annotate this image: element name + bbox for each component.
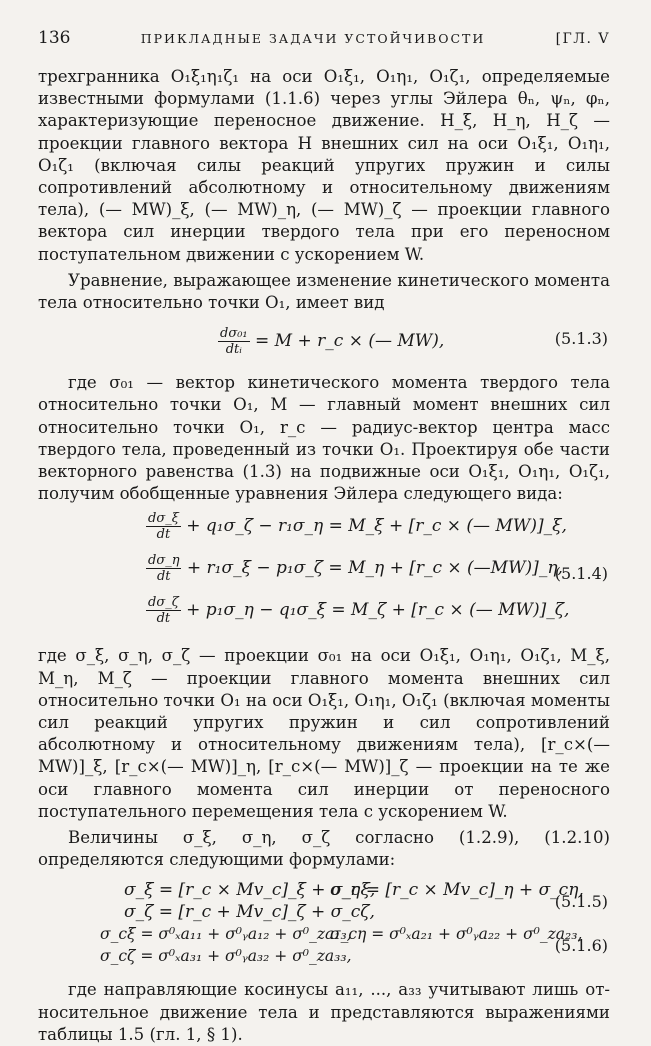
- page-number: 136: [38, 28, 71, 48]
- eq-514-line-1: [146, 511, 567, 542]
- eq-515-number: (5.1.5): [554, 892, 608, 912]
- paragraph-3: где σ₀₁ — вектор кинетического момента твердого тела относительно точки O₁, M — главный момент внешних сил относительно точки O₁, r_c — радиус-вектор центра масс твердого тела, проведенный из точки O₁. Проектируя обе части векторного равенства (1.3) на подвижные оси O₁ξ₁, O₁η₁, O₁ζ₁, получим обобщенные уравнения Эйлера следующего вида:: [38, 373, 610, 504]
- eq-513-number: (5.1.3): [554, 329, 608, 349]
- eq-514-2-denominator: dt: [156, 569, 171, 585]
- eq-513-denominator: dtᵢ: [225, 342, 242, 358]
- eq-514-2-rhs: + r₁σ_ξ − p₁σ_ζ = M_η + [r_c × (—MW)]_η,: [186, 558, 563, 579]
- eq-513-rhs: = M + r_c × (— MW),: [255, 331, 445, 352]
- paragraph-6: где направляющие косинусы a₁₁, ..., a₃₃ учитывают лишь относительное движение тела и представляются выражениями таблицы 1.5 (гл. 1, § 1).: [38, 980, 610, 1044]
- eq-516-line-2: σ_cη = σ⁰ₓa₂₁ + σ⁰ᵧa₂₂ + σ⁰_za₂₃,: [330, 925, 583, 944]
- eq-514-line-3: [146, 595, 569, 626]
- eq-515-line-1: σ_ξ = [r_c × Mv_c]_ξ + σ_cξ,: [124, 880, 376, 901]
- eq-513-numerator: dσ₀₁: [220, 326, 248, 342]
- eq-513-fraction: [218, 326, 250, 357]
- paragraph-5: Величины σ_ξ, σ_η, σ_ζ согласно (1.2.9), (1.2.10) определяются следующими формулами:: [38, 828, 610, 870]
- eq-516-number: (5.1.6): [554, 936, 608, 956]
- eq-515-line-2: σ_η = [r_c × Mv_c]_η + σ_cη,: [330, 880, 584, 901]
- paragraph-2: Уравнение, выражающее изменение кинетического момента тела относительно точки O₁, имеет вид: [38, 270, 610, 313]
- eq-514-3-numerator: dσ_ζ: [148, 595, 179, 611]
- eq-514-line-2: [146, 553, 563, 584]
- paragraph-1: трехгранника O₁ξ₁η₁ζ₁ на оси O₁ξ₁, O₁η₁, O₁ζ₁, определяемые известными формулами (1.1.6) через углы Эйлера θₙ, ψₙ, φₙ, характеризующие переносное движение. H_ξ, H_η, H_ζ — проекции главного вектора H внешних сил на оси O₁ξ₁, O₁η₁, O₁ζ₁ (включая силы реакций упругих пружин и силы сопротивлений абсолютному и относительному движениям тела), (— MW)_ξ, (— MW)_η, (— MW)_ζ — проекции главного вектора сил инерции твердого тела при его переносном поступательном движении с ускорением W.: [38, 67, 610, 264]
- eq-514-2-numerator: dσ_η: [148, 553, 180, 569]
- eq-514-1-numerator: dσ_ξ: [148, 511, 179, 527]
- paragraph-4: где σ_ξ, σ_η, σ_ζ — проекции σ₀₁ на оси O₁ξ₁, O₁η₁, O₁ζ₁, M_ξ, M_η, M_ζ — проекции главного момента внешних сил относительно точки O₁ на оси O₁ξ₁, O₁η₁, O₁ζ₁ (включая моменты сил реакций упругих пружин и сил сопротивлений абсолютному и относительному движениям тела), [r_c×(— MW)]_ξ, [r_c×(— MW)]_η, [r_c×(— MW)]_ζ — проекции на те же оси главного момента сил инерции от переносного поступательного перемещения тела с ускорением W.: [38, 646, 610, 821]
- running-header: [38, 28, 610, 48]
- book-page: [38, 28, 610, 1046]
- eq-514-1-denominator: dt: [156, 527, 171, 543]
- eq-514-1-rhs: + q₁σ_ζ − r₁σ_η = M_ξ + [r_c × (— MW)]_ξ,: [186, 516, 567, 537]
- chapter-label: [ГЛ. V: [555, 31, 610, 47]
- eq-516-line-1: σ_cξ = σ⁰ₓa₁₁ + σ⁰ᵧa₁₂ + σ⁰_za₁₃,: [100, 925, 352, 944]
- equation-5-1-4: [38, 507, 610, 637]
- eq-514-3-denominator: dt: [156, 611, 171, 627]
- equation-5-1-3: [38, 318, 610, 366]
- equations-5-1-5-and-5-1-6: [38, 877, 610, 966]
- eq-514-3-rhs: + p₁σ_η − q₁σ_ξ = M_ζ + [r_c × (— MW)]_ζ,: [186, 600, 570, 621]
- eq-516-line-3: σ_cζ = σ⁰ₓa₃₁ + σ⁰ᵧa₃₂ + σ⁰_za₃₃,: [100, 947, 352, 966]
- eq-514-number: (5.1.4): [554, 564, 608, 584]
- running-title: ПРИКЛАДНЫЕ ЗАДАЧИ УСТОЙЧИВОСТИ: [140, 31, 486, 46]
- eq-515-line-3: σ_ζ = [r_c + Mv_c]_ζ + σ_cζ,: [124, 902, 375, 923]
